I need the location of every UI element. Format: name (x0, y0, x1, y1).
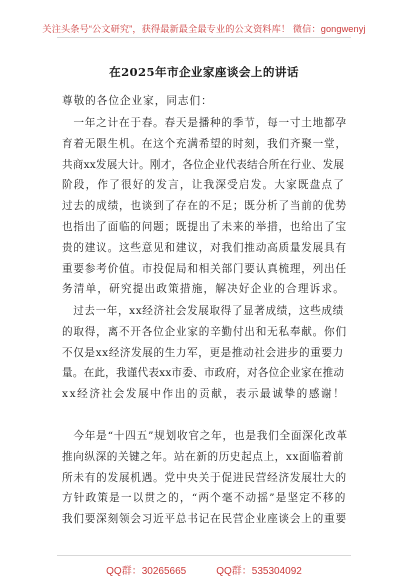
paragraph-line: 贵的建议。这些意见和建议，对我们推动高质量发展具有 (62, 241, 347, 254)
footer-qq-group-1: QQ群：30265665 (106, 566, 187, 577)
paragraph-line: 一年之计在于春。春天是播种的季节，每一寸土地都孕 (62, 117, 347, 129)
paragraph-line: 阶段，作了很好的发言，让我深受启发。大家既盘点了 (62, 179, 346, 192)
paragraph-line: 今年是“十四五”规划收官之年，也是我们全面深化改革 (62, 430, 348, 442)
paragraph-line: 的取得，离不开各位企业家的辛勤付出和无私奉献。你们 (62, 325, 347, 338)
footer-qq-group-2: QQ群：535304092 (216, 566, 302, 577)
paragraph-line: 过去的成绩，也谈到了存在的不足；既分析了当前的优势 (62, 200, 347, 213)
header-divider (57, 37, 351, 38)
document-title: 在2025年市企业家座谈会上的讲话 (109, 65, 299, 79)
paragraph-line: 务清单，研究提出政策措施，解决好企业的合理诉求。 (62, 283, 346, 296)
paragraph-line: 方针政策是一以贯之的，“两个毫不动摇”是坚定不移的 (62, 492, 347, 505)
paragraph-line: 过去一年，xx经济社会发展取得了显著成绩，这些成绩 (62, 305, 344, 317)
paragraph-line: 重要参考价值。市投促局和相关部门要认真梳理，列出任 (62, 262, 347, 275)
paragraph-2 (62, 301, 348, 405)
paragraph-line: 量。在此，我谨代表xx市委、市政府，对各位企业家在推动 (62, 367, 345, 380)
paragraph-line: 共商xx发展大计。刚才，各位企业代表结合所在行业、发展 (62, 158, 345, 171)
paragraph-line: 不仅是xx经济发展的生力军，更是推动社会进步的重要力 (62, 346, 344, 359)
salutation: 尊敬的各位企业家，同志们： (62, 95, 213, 107)
paragraph-line: 推向纵深的关键之年。站在新的历史起点上，xx面临着前 (62, 450, 344, 463)
paragraph-line: 也指出了面临的问题；既提出了未来的举措，也给出了宝 (62, 220, 347, 233)
footer-divider (57, 555, 351, 556)
paragraph-1 (62, 113, 348, 300)
paragraph-3 (62, 426, 348, 530)
paragraph-line: xx经济社会发展中作出的贡献，表示最诚挚的感谢！ (62, 388, 346, 401)
paragraph-line: 育着无限生机。在这个充满希望的时刻，我们齐聚一堂， (62, 137, 347, 150)
footer-contact (0, 562, 408, 577)
paragraph-line: 我们要深刻领会习近平总书记在民营企业座谈会上的重要 (62, 513, 347, 526)
header-promo-note: 关注头条号“公文研究”，获得最新最全最专业的公文资料库！ 微信：gongwenyj (42, 24, 366, 34)
paragraph-line: 所未有的发展机遇。党中央关于促进民营经济发展壮大的 (62, 471, 347, 484)
